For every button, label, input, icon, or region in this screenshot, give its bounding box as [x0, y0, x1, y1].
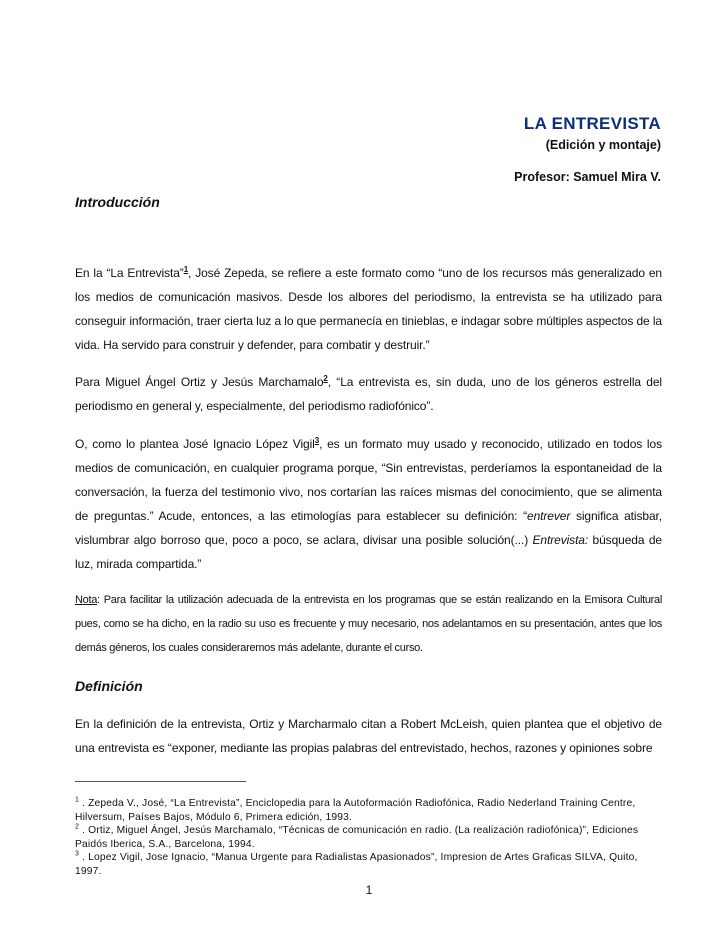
- paragraph-text: , José Zepeda, se refiere a este formato como “uno de los recursos más generalizado en los medios de comunicación masivos. Desde los albores del periodismo, la entrevista se ha utilizado para conseguir información, traer cierta luz a lo que permanecía en tinieblas, e indagar sobre múltiples aspectos de la vida. Ha servido para construir y defender, para combatir y destruir.”: [75, 266, 662, 352]
- footnote-1: [75, 797, 665, 824]
- note-text: : Para facilitar la utilización adecuada de la entrevista en los programas que se están realizando en la Emisora Cultural pues, como se ha dicho, en la radio su uso es frecuente y muy necesario, nos adelantamos en su presentación, antes que los demás géneros, los cuales consideraremos más adelante, durante el curso.: [75, 594, 662, 654]
- footnote-text: . Lopez Vigil, Jose Ignacio, “Manua Urgente para Radialistas Apasionados”, Impresion de Artes Graficas SILVA, Quito, 1997.: [75, 852, 638, 877]
- paragraph-text: , “La entrevista es, sin duda, uno de los géneros estrella del periodismo en general y, especialmente, del periodismo radiofónico”.: [75, 375, 662, 413]
- paragraph-text: En la “La Entrevista”: [75, 266, 184, 280]
- paragraph-text: , es un formato muy usado y reconocido, utilizado en todos los medios de comunicación, en cualquier programa porque, “Sin entrevistas, perderíamos la espontaneidad de la conversación, la fuerza del testimonio vivo, nos cortarían las raíces mismas del conocimiento, que se alimenta de preguntas.” Acude, entonces, a las etimologías para establecer su definición: “: [75, 437, 662, 523]
- footnote-number: 2: [75, 823, 80, 831]
- footnote-number: 3: [75, 850, 80, 858]
- italic-term-entrever: entrever: [527, 509, 571, 523]
- note-paragraph: [75, 588, 662, 660]
- page-number: 1: [365, 883, 373, 897]
- paragraph-1: [75, 261, 662, 357]
- document-title: LA ENTREVISTA: [523, 114, 661, 133]
- paragraph-text: O, como lo plantea José Ignacio López Vigil: [75, 437, 315, 451]
- footnote-text: . Zepeda V., José, “La Entrevista”, Enciclopedia para la Autoformación Radiofónica, Radio Nederland Training Centre, Hilversum, Países Bajos, Módulo 6, Primera edición, 1993.: [75, 798, 636, 823]
- footnote-3: [75, 851, 665, 878]
- paragraph-text: búsqueda de luz, mirada compartida.”: [75, 533, 662, 571]
- document-subtitle: (Edición y montaje): [545, 138, 661, 152]
- paragraph-3: [75, 432, 662, 576]
- paragraph-5: En la definición de la entrevista, Ortiz y Marcharmalo citan a Robert McLeish, quien plantea que el objetivo de una entrevista es “exponer, mediante las propias palabras del entrevistado, hechos, razones y opiniones sobre: [75, 717, 662, 755]
- professor-line: Profesor: Samuel Mira V.: [514, 170, 661, 184]
- paragraph-text: significa atisbar, vislumbrar algo borroso que, poco a poco, se aclara, divisar una posible solución(...): [75, 509, 663, 547]
- paragraph-2: [75, 370, 662, 418]
- section-heading-introduccion: Introducción: [75, 194, 160, 210]
- footnote-2: [75, 824, 665, 851]
- note-label: Nota: [75, 594, 98, 606]
- footnote-ref-1[interactable]: 1: [183, 265, 189, 274]
- footnote-number: 1: [75, 796, 80, 804]
- footnote-ref-2[interactable]: 2: [323, 374, 328, 383]
- footnote-separator: [75, 781, 246, 782]
- section-heading-definicion: Definición: [75, 678, 143, 694]
- footnote-ref-3[interactable]: 3: [314, 436, 320, 445]
- footnote-text: . Ortiz, Miguel Ángel, Jesús Marchamalo, “Técnicas de comunicación en radio. (La realización radiofónica)”, Ediciones Paidós Iberica, S.A., Barcelona, 1994.: [75, 825, 639, 850]
- italic-term-entrevista: Entrevista:: [532, 533, 589, 547]
- paragraph-text: Para Miguel Ángel Ortiz y Jesús Marchamalo: [75, 375, 324, 389]
